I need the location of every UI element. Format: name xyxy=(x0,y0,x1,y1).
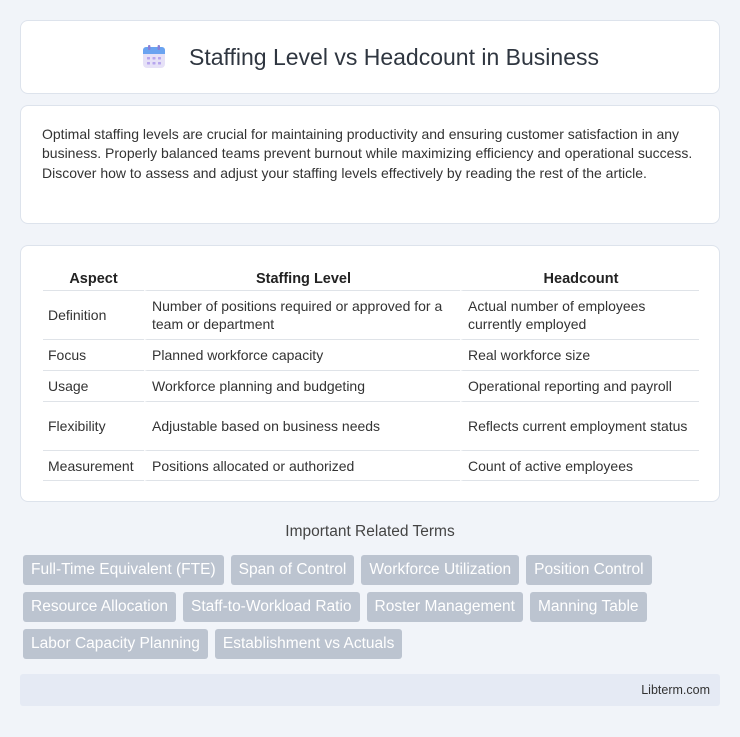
table-cell: Number of positions required or approved for a team or department xyxy=(144,290,460,339)
table-cell: Measurement xyxy=(43,450,144,481)
comparison-table xyxy=(43,266,699,481)
table-cell: Positions allocated or authorized xyxy=(144,450,460,481)
header-card xyxy=(20,20,720,94)
intro-card xyxy=(20,105,720,224)
comparison-table-card xyxy=(20,245,720,502)
related-terms-title: Important Related Terms xyxy=(285,523,455,540)
tag-staff-to-workload-ratio[interactable]: Staff-to-Workload Ratio xyxy=(183,592,360,622)
table-row xyxy=(43,450,699,481)
footer xyxy=(20,674,720,706)
table-row xyxy=(43,290,699,339)
table-cell: Definition xyxy=(43,290,144,339)
table-cell: Usage xyxy=(43,370,144,401)
tag-resource-allocation[interactable]: Resource Allocation xyxy=(23,592,176,622)
tag-establishment-vs-actuals[interactable]: Establishment vs Actuals xyxy=(215,629,402,659)
table-cell: Reflects current employment status xyxy=(460,401,699,450)
table-header-aspect: Aspect xyxy=(69,271,118,287)
table-cell: Count of active employees xyxy=(460,450,699,481)
tag-labor-capacity-planning[interactable]: Labor Capacity Planning xyxy=(23,629,208,659)
table-cell: Workforce planning and budgeting xyxy=(144,370,460,401)
table-cell: Actual number of employees currently employed xyxy=(460,290,699,339)
calendar-icon xyxy=(141,44,167,70)
table-cell: Operational reporting and payroll xyxy=(460,370,699,401)
table-cell: Flexibility xyxy=(43,401,144,450)
table-header-headcount: Headcount xyxy=(460,266,699,290)
table-row xyxy=(43,339,699,370)
tag-workforce-utilization[interactable]: Workforce Utilization xyxy=(361,555,519,585)
table-row xyxy=(43,401,699,450)
table-cell: Planned workforce capacity xyxy=(144,339,460,370)
tag-position-control[interactable]: Position Control xyxy=(526,555,651,585)
table-cell: Focus xyxy=(43,339,144,370)
tag-fte[interactable]: Full-Time Equivalent (FTE) xyxy=(23,555,224,585)
footer-link[interactable]: Libterm.com xyxy=(641,683,710,697)
intro-text: Optimal staffing levels are crucial for maintaining productivity and ensuring customer satisfaction in any business. Properly balanced teams prevent burnout while maximizing efficiency and operational success. Discover how to assess and adjust your staffing levels effectively by reading the rest of the article. xyxy=(42,126,693,181)
table-cell: Real workforce size xyxy=(460,339,699,370)
page-title: Staffing Level vs Headcount in Business xyxy=(189,43,599,70)
tag-span-of-control[interactable]: Span of Control xyxy=(231,555,355,585)
tag-manning-table[interactable]: Manning Table xyxy=(530,592,647,622)
table-header-staffing-level: Staffing Level xyxy=(144,266,460,290)
related-terms-tags xyxy=(23,555,723,666)
table-cell: Adjustable based on business needs xyxy=(144,401,460,450)
table-row xyxy=(43,370,699,401)
tag-roster-management[interactable]: Roster Management xyxy=(367,592,523,622)
